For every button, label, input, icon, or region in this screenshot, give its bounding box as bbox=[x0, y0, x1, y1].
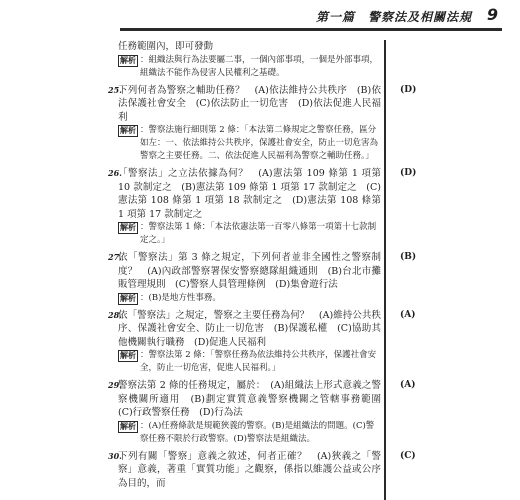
answer-key: (D) bbox=[400, 84, 417, 95]
answer-key: (C) bbox=[400, 450, 416, 461]
question-item bbox=[108, 84, 417, 164]
explanation-badge: 解析 bbox=[120, 293, 136, 303]
explanation-text: ：警察法第 2 條：「警察任務為依法維持公共秩序，保護社會安全，防止一切危害，促進人民福利。」 bbox=[140, 350, 377, 373]
question-number: 27. bbox=[108, 252, 122, 262]
question-item bbox=[108, 450, 416, 491]
question-number: 26. bbox=[108, 168, 122, 178]
question-item bbox=[108, 379, 416, 446]
explanation bbox=[118, 349, 381, 375]
question-number: 30. bbox=[108, 450, 122, 461]
answer-key: (D) bbox=[400, 168, 417, 178]
answer-key: (A) bbox=[400, 380, 416, 390]
explanation bbox=[118, 124, 381, 163]
explanation-text: ：警察法第 1 條：「本法依憲法第一百零八條第一項第十七款制定之。」 bbox=[140, 222, 377, 245]
question-item bbox=[108, 309, 416, 376]
page-number: 9 bbox=[486, 5, 498, 24]
question-number: 25. bbox=[108, 84, 122, 95]
explanation-badge: 解析 bbox=[120, 55, 136, 65]
explanation bbox=[118, 54, 381, 80]
page-header bbox=[0, 0, 520, 30]
question-number: 29. bbox=[108, 380, 122, 390]
question-text: 下列何者為警察之輔助任務？ (A)依法維持公共秩序 (B)依法保護社會安全 (C)依法防止一切危害 (D)依法促進人民福利 bbox=[118, 84, 381, 123]
explanation-badge: 解析 bbox=[120, 351, 136, 360]
explanation bbox=[118, 221, 381, 247]
explanation-text: ：警察法施行細則第 2 條：「本法第二條規定之警察任務，區分如左：一、依法維持公共秩序，保護社會安全，防止一切危害為警察之主要任務。二、依法促進人民福利為警察之輔助任務。」 bbox=[140, 125, 379, 161]
question-list bbox=[108, 40, 417, 490]
question-number: 28. bbox=[108, 309, 122, 320]
answer-key: (A) bbox=[400, 309, 416, 320]
answer-key: (B) bbox=[400, 252, 417, 262]
explanation-text: ：(B)是地方性事務。 bbox=[140, 292, 221, 303]
question-item bbox=[108, 167, 417, 247]
question-text: 依「警察法」第 3 條之規定，下列何者並非全國性之警察制度？ (A)內政部警察署保安警察總隊組織通則 (B)台北市攤販管理規則 (C)警察人員管理條例 (D)集會遊行法 bbox=[118, 252, 381, 290]
answer-column-divider bbox=[384, 40, 386, 500]
continued-option-text: 任務範圍內，即可發動 bbox=[118, 41, 214, 52]
question-text: 依「警察法」之規定，警察之主要任務為何？ (A)維持公共秩序、保護社會安全、防止一切危害 (B)保護私權 (C)協助其他機關執行職務 (D)促進人民福利 bbox=[118, 309, 381, 348]
explanation-badge: 解析 bbox=[120, 421, 136, 431]
question-item bbox=[108, 251, 417, 305]
explanation bbox=[118, 292, 381, 305]
header-rule bbox=[120, 28, 502, 31]
explanation-badge: 解析 bbox=[120, 126, 136, 135]
chapter-title: 第一篇 警察法及相關法規 bbox=[315, 10, 472, 24]
explanation bbox=[118, 420, 381, 446]
question-text: 下列有關「警察」意義之敘述，何者正確？ (A)狹義之「警察」意義，著重「實質功能」之觀察，係指以維護公益或公序為目的，而 bbox=[118, 450, 381, 489]
explanation-text: ：組織法與行為法要屬二事，一個內部事項，一個是外部事項，組織法不能作為侵害人民權利之基礎。 bbox=[140, 54, 379, 78]
question-text: 警察法第 2 條的任務規定，屬於： (A)組織法上形式意義之警察機關所適用 (B)劃定實質意義警察機關之管轄事務範圍 (C)行政警察任務 (D)行為法 bbox=[118, 380, 391, 418]
explanation-text: ：(A)任務條款是規範狹義的警察。(B)是組織法的問題。(C)警察任務不限於行政警察。(D)警察法是組織法。 bbox=[140, 420, 375, 444]
question-text: 「警察法」之立法依據為何？ (A)憲法第 109 條第 1 項第 10 款制定之 (B)憲法第 109 條第 1 項第 17 款制定之 (C)憲法第 108 條第 1 項第 18 款制定之 (D)憲法第 108 條第 1 項第 17 款制定之 bbox=[118, 168, 381, 220]
explanation-badge: 解析 bbox=[120, 223, 136, 232]
